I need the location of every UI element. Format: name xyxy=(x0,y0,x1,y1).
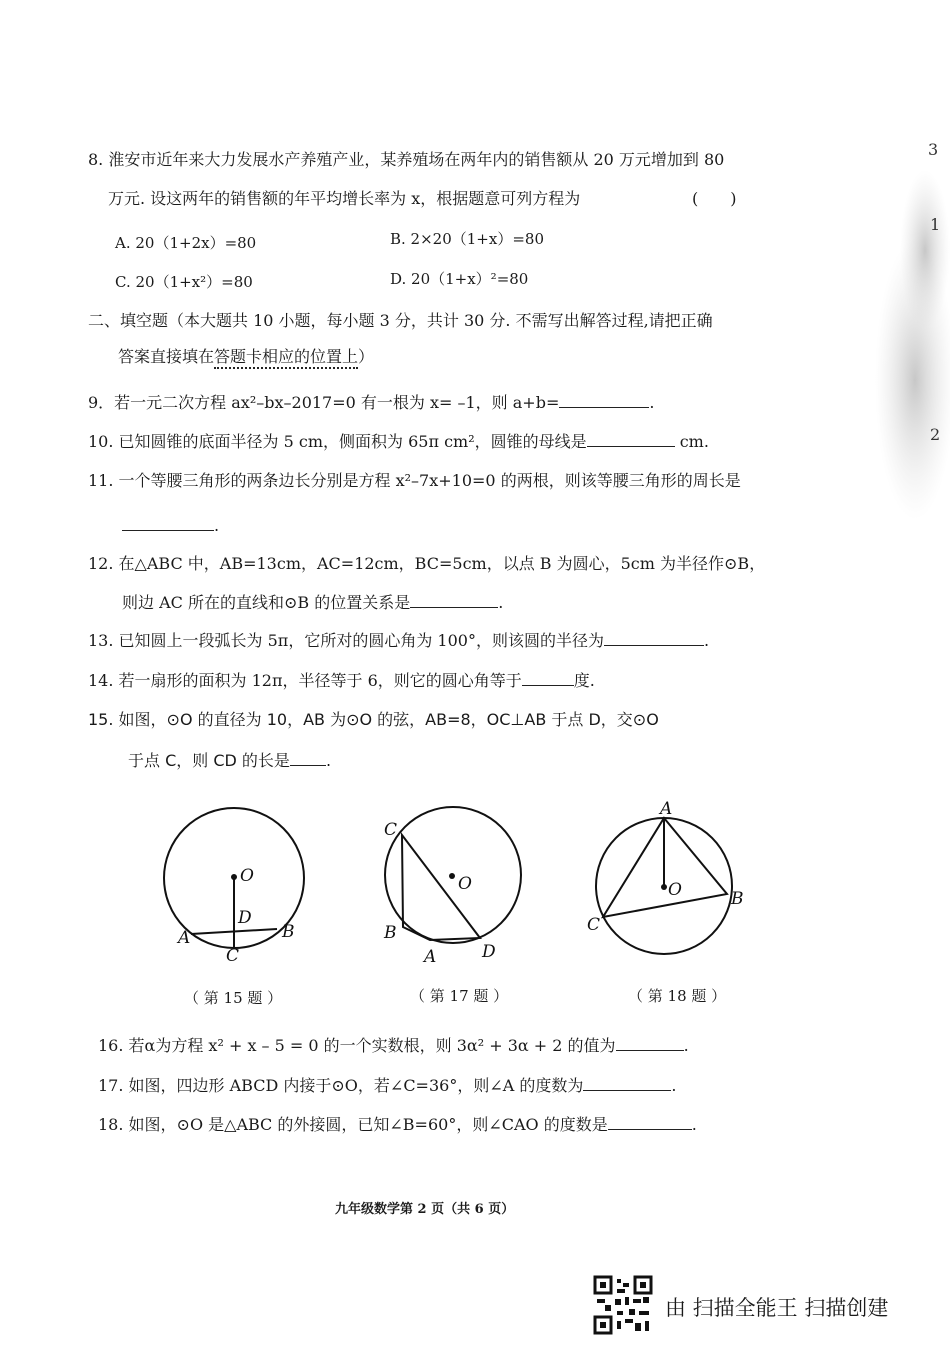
fig15-label-c: C xyxy=(226,946,240,966)
fig18-caption: （ 第 18 题 ） xyxy=(628,987,727,1005)
q17-answer-blank[interactable] xyxy=(583,1076,671,1091)
q8-line2: 万元. 设这两年的销售额的年平均增长率为 x，根据题意可列方程为 xyxy=(108,189,581,208)
q8-paren: ( ) xyxy=(692,189,737,208)
q17-end: . xyxy=(671,1076,677,1095)
section2-line1: 二、填空题（本大题共 10 小题，每小题 3 分，共计 30 分. 不需写出解答过程,请把正确 xyxy=(88,311,713,330)
q16-text: 16. 若α为方程 x² + x – 5 = 0 的一个实数根，则 3α² + 3α + 2 的值为 xyxy=(98,1036,616,1055)
q8-line1: 8. 淮安市近年来大力发展水产养殖产业，某养殖场在两年内的销售额从 20 万元增加到 80 xyxy=(88,150,725,169)
fig17-label-c: C xyxy=(384,820,398,840)
q9-answer-blank[interactable] xyxy=(559,393,649,408)
q18-answer-blank[interactable] xyxy=(608,1115,692,1130)
q18-text: 18. 如图，⊙O 是△ABC 的外接圆，已知∠B=60°，则∠CAO 的度数是 xyxy=(98,1115,608,1134)
edge-mark: 3 xyxy=(928,140,939,159)
q18-end: . xyxy=(691,1115,697,1134)
fig15-label-b: B xyxy=(282,922,295,942)
fig15-label-d: D xyxy=(238,908,252,928)
q8-option-c: C. 20（1+x²）=80 xyxy=(115,273,253,291)
q18 xyxy=(98,1115,697,1135)
fig17-label-d: D xyxy=(482,942,496,962)
q9-text: 9．若一元二次方程 ax²–bx–2017=0 有一根为 x= –1，则 a+b= xyxy=(88,393,560,412)
fig17-center-point xyxy=(449,873,455,879)
fig15-caption: （ 第 15 题 ） xyxy=(184,989,283,1007)
page-footer: 九年级数学第 2 页（共 6 页） xyxy=(335,1202,515,1217)
q10 xyxy=(88,432,709,452)
q14 xyxy=(88,671,595,691)
q16-end: . xyxy=(683,1036,689,1055)
q13 xyxy=(88,631,709,651)
q15-end: . xyxy=(325,751,332,770)
q17 xyxy=(98,1076,676,1096)
fig15-label-o: O xyxy=(240,866,254,886)
fig18-label-a: A xyxy=(660,799,673,819)
fig18-label-o: O xyxy=(668,880,682,900)
fig17-label-o: O xyxy=(458,874,472,894)
scan-smudge xyxy=(830,130,950,550)
q9 xyxy=(88,393,654,413)
q11-answer-blank[interactable] xyxy=(122,516,214,531)
fig18-label-b: B xyxy=(731,889,744,909)
q8-option-a: A. 20（1+2x）=80 xyxy=(115,234,257,252)
section2-line2-plain: 答案直接填在 xyxy=(118,347,215,366)
q17-text: 17. 如图，四边形 ABCD 内接于⊙O，若∠C=36°，则∠A 的度数为 xyxy=(98,1076,584,1095)
q13-end: . xyxy=(703,631,710,650)
q14-answer-blank[interactable] xyxy=(522,671,574,686)
figure-15 xyxy=(164,808,304,966)
q11-line2 xyxy=(122,516,219,536)
q8-option-d: D. 20（1+x）²=80 xyxy=(390,270,529,288)
q15-line1: 15. 如图，⊙O 的直径为 10，AB 为⊙O 的弦，AB=8，OC⊥AB 于点 D，交⊙O xyxy=(88,710,659,729)
q10-text: 10. 已知圆锥的底面半径为 5 cm，侧面积为 65π cm²，圆锥的母线是 xyxy=(88,432,587,451)
q8-option-b: B. 2×20（1+x）=80 xyxy=(390,230,544,248)
q15-line2 xyxy=(128,751,331,771)
fig15-label-a: A xyxy=(178,928,191,948)
figure-18 xyxy=(587,799,744,954)
q12-text: 则边 AC 所在的直线和⊙B 的位置关系是 xyxy=(122,593,411,612)
q12-line1: 12. 在△ABC 中，AB=13cm，AC=12cm，BC=5cm，以点 B 为圆心，5cm 为半径作⊙B， xyxy=(88,554,766,573)
edge-mark: 1 xyxy=(930,215,941,234)
q16 xyxy=(98,1036,689,1056)
q12-answer-blank[interactable] xyxy=(410,593,498,608)
q12-end: . xyxy=(498,593,504,612)
fig17-caption: （ 第 17 题 ） xyxy=(410,987,509,1005)
q12-line2 xyxy=(122,593,503,613)
edge-mark: 2 xyxy=(930,425,941,444)
q15-text: 于点 C，则 CD 的长是 xyxy=(128,751,290,770)
q14-text: 14. 若一扇形的面积为 12π，半径等于 6，则它的圆心角等于 xyxy=(88,671,522,690)
section2-line2-emphasis: 答题卡相应的位置上 xyxy=(214,347,358,369)
q13-answer-blank[interactable] xyxy=(604,631,704,646)
q11-end: . xyxy=(214,516,220,535)
fig17-label-b: B xyxy=(384,923,397,943)
q9-end: . xyxy=(649,393,655,412)
figure-17 xyxy=(383,807,521,967)
qr-code-icon xyxy=(593,1275,653,1335)
section2-line2-end: ） xyxy=(358,347,375,366)
q16-answer-blank[interactable] xyxy=(616,1036,684,1051)
q10-answer-blank[interactable] xyxy=(587,432,675,447)
q11-line1: 11. 一个等腰三角形的两条边长分别是方程 x²–7x+10=0 的两根，则该等腰三角形的周长是 xyxy=(88,471,741,490)
q10-end: cm. xyxy=(679,432,709,451)
section2-line2 xyxy=(118,347,374,367)
q13-text: 13. 已知圆上一段弧长为 5π，它所对的圆心角为 100°，则该圆的半径为 xyxy=(88,631,604,650)
q14-end: 度. xyxy=(573,671,595,690)
fig17-label-a: A xyxy=(424,947,437,967)
scanner-watermark-text: 由 扫描全能王 扫描创建 xyxy=(665,1296,889,1320)
q15-answer-blank[interactable] xyxy=(290,751,326,766)
fig18-label-c: C xyxy=(587,915,601,935)
